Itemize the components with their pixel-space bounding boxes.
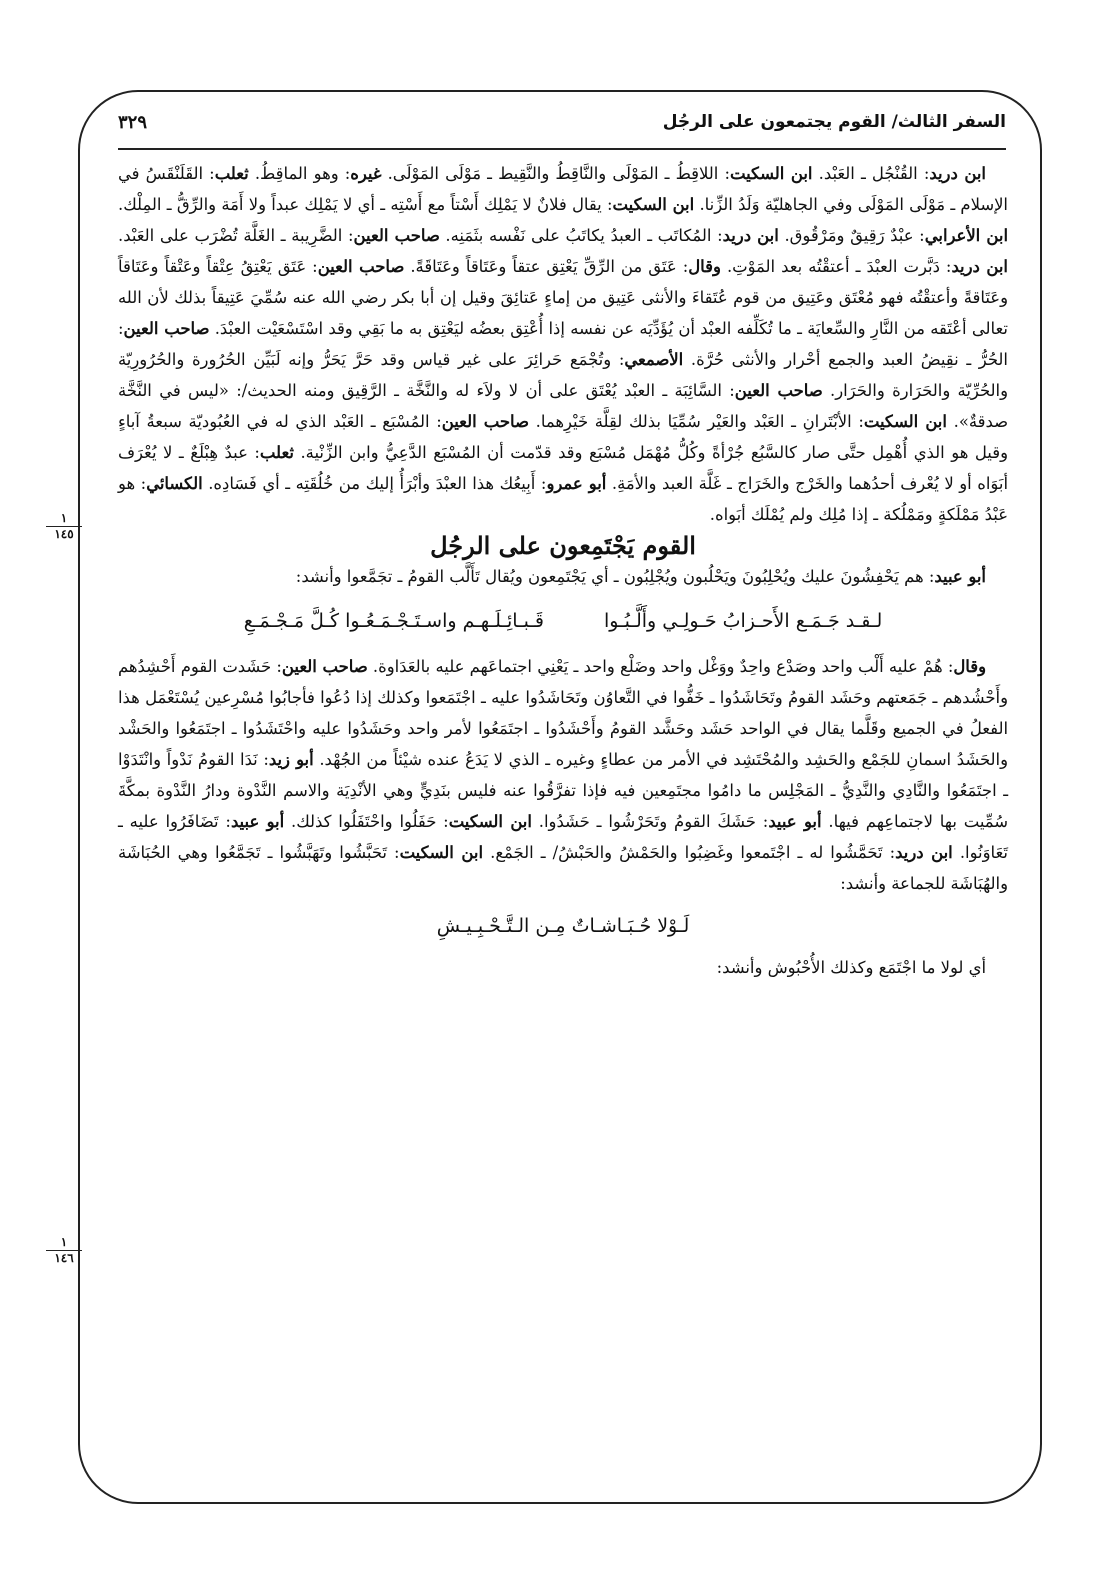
author-name: ثعلب [259,443,294,462]
author-name: ابن دريد [951,257,1008,276]
author-name: ابن السكيت [863,412,947,431]
text-run: : عَتَق من الرِّقِّ يَعْتِق عتقاً وعَتَاقاً وعَتَاقَةً. [404,257,689,276]
author-name: ابن السكيت [448,812,532,831]
verse-1-hemistich-1: لـقـد جَـمَـع الأَحـزابُ حَـولِـي وأَلَّـبُـوا [604,610,883,632]
text-run: : السَّائِبَة ـ العبْد يُعْتَق على أن لا ولاَء له والنَّخَّة ـ الرَّقِيق ومنه الحديث/: «ليس في النَّخَّة صدقةٌ». [118,381,1009,431]
text-run: : هُمْ عليه أَلْب واحد وصَدْع واحِدٌ ووَغْل واحد وضَلْع واحد ـ يَعْنِي اجتماعَهم عليه بالعَدَاوة. [367,657,954,676]
text-run: : عَتَق يَعْتِقُ عِتْقاً وعَتْقاً وعَتَاقاً وعَتَاقةً وأعتقْتُه فهو مُعْتَق وعَتِيق من قوم عُتَقاءَ والأنثى عَتِيق من إماءٍ عَتائِقَ وقيل إن أبا بكر رضي الله عنه سُمِّيَ عَتِيقاً بذلك لأن الله تعالى أعْتَقه من النَّارِ والسِّعايَة ـ ما تُكَلِّفه العبْد أن يُؤَدِّيَه عن نفسه إذا أُعْتِق بعضُه ليَعْتِق به ما بَقِي وقد اسْتَسْعَيْت العبْدَ. [118,257,1008,338]
author-name: ابن دريد [722,226,779,245]
author-name: صاحب العين [353,226,440,245]
section-title: القوم يَجْتَمِعون على الرجُل [430,531,696,560]
text-run: : أَبِيعُك هذا العبْدَ وأبْرَأُ إليك من خُلُقَتِه ـ أي فَسَادِه. [202,474,547,493]
author-name: الكسائي [146,474,203,493]
text-run: : حَشَكَ القومُ وتَحَرْشُوا ـ حَشَدُوا. [531,812,769,831]
text-run: : الأبْتَرانِ ـ العَبْد والعَيْر سُمِّيَا بذلك لقِلَّة خَيْرِهما. [528,412,864,431]
author-name: ابن الأعرابي [924,226,1008,245]
author-name: صاحب العين [441,412,529,431]
author-name: أبو عمرو [546,474,607,493]
margin-marker-146: ١ ١٤٦ [46,1236,82,1265]
author-name: غيره [350,164,382,183]
author-name: ابن دريد [895,843,953,862]
author-name: ابن السكيت [612,195,695,214]
verse-1 [118,606,1008,637]
text-run: : القُنْجُل ـ العَبْد. [812,164,930,183]
text-run: : هم يَحْفِشُونَ عليك ويُحْلِبُونَ ويَحْلُبون ويُجْلِبُون ـ أي يَجْتَمِعون ويُقال تَأَلَّب القومُ ـ تجَمَّعوا وأنشد: [295,567,935,586]
text-run: : تَحَبَّشُوا وتَهَبَّشُوا ـ تَجَمَّعُوا وهي الحُبَاشَة والهُبَاشَة للجماعة وأنشد: [118,843,1008,893]
text-run: : يقال فلانٌ لا يَمْلِك أَسْتاً مع أَسْتِه ـ أي لا يَمْلِك عبداً ولا أَمَة والرِّقُّ ـ المِلْك. [118,195,613,214]
text-run: : الحُرُّ ـ نقِيضُ العبد والجمع أحْرار والأنثى حُرَّة. [118,319,1008,369]
verse-2: لَـوْلا حُـبَـاشـاتٌ مِـن الـتَّـحْـبِـيـشِ [436,915,690,937]
author-name: أبو عبيد [934,567,986,586]
text-run: : هو عَبْدُ مَمْلَكةٍ ومَمْلُكة ـ إذا مُلِك ولم يُمْلَك أبَواه. [118,474,1008,524]
header-rule [118,148,1006,150]
text-run: : تَحَمَّشُوا له ـ اجْتَمعوا وغَضِبُوا والحَمْشُ والحَبْشُ/ ـ الجَمْع. [483,843,896,862]
author-name: وقال [688,257,721,276]
author-name: ابن دريد [929,164,986,183]
page-header [118,102,1006,142]
paragraph-abu-ubaid [118,561,1008,592]
page-number: ٣٢٩ [118,112,148,133]
author-name: ثعلب [214,164,249,183]
author-name: الأصمعي [624,350,684,369]
text-run: : عبْدٌ رَقِيقٌ ومَرْقُوق. [778,226,925,245]
author-name: صاحب العين [281,657,368,676]
text-run: : دَبَّرت العبْدَ ـ أعتقْتُه بعد المَوْتِ. [720,257,952,276]
author-name: أبو عبيد [230,812,285,831]
author-name: أبو عبيد [768,812,822,831]
text-run: : وتُجْمَع حَرائِرَ على غير قياس وقد حَرَّ يَحَرُّ وإنه لَبَيِّن الحُرُورة والحُرُورِيّة والحُرِّيّة والحَرَارة والحَرَار. [118,350,1008,400]
text-run: : المُسْبَع ـ العَبْد الذي له في العُبُوديّة سبعةُ آباءٍ وقيل هو الذي أُهْمِل حتَّى صار كالسَّبُع جُرْأةً وكُلُّ مُهْمَل مُسْبَع وقد قدّمت أن المُسْبَع الدَّعِيُّ وابن الزِّنْية. [118,412,1008,462]
author-name: أبو زيد [268,750,314,769]
text-run: : المُكاتَب ـ العبدُ يكاتَبُ على نَفْسه بثَمَنِه. [439,226,723,245]
paragraph-closing: أي لولا ما اجْتَمَع وكذلك الأُحْبُوش وأنشد: [716,958,986,977]
author-name: صاحب العين [317,257,405,276]
text-run: : تَضَافَرُوا عليه ـ تَعَاوَنُوا. [118,812,1008,862]
margin-marker-145: ١ ١٤٥ [46,512,82,541]
author-name: ابن السكيت [399,843,484,862]
text-run: : القَلَنْقَسُ في الإسلام ـ مَوْلَى المَوْلَى وفي الجاهليّة وَلَدُ الزِّنا. [118,164,1008,214]
running-title: السفر الثالث/ القوم يجتمعون على الرجُل [662,112,1006,132]
author-name: صاحب العين [123,319,210,338]
text-run: : حَشَدت القوم أَحْشِدُهم وأَحْشُدهم ـ جَمَعتهم وحَشَد القومُ وتَحَاشَدُوا ـ خَفُّوا في التَّعاوُن وتَحَاشَدُوا عليه ـ اجْتَمَعوا وكذلك إذا دُعُوا فأجابُوا مُسْرِعين يُسْتَعْمَل هذا الفعلُ في الجميع وقَلَّما يقال في الواحد حَشَد وحَشَّد القومُ وأَحْشَدُوا ـ اجتَمَعُوا لأمر واحد وحَشَدُوا عليه واحْتَشَدُوا ـ اجتَمَعُوا والحَشْد والحَشَدُ اسمانِ للجَمْع والحَشِد والمُحْتَشِد في الأمر من عطاءٍ وغيره ـ الذي لا يَدَعُ عنده شيْئاً من الجُهْد. [118,657,1008,769]
paragraph-slaves [118,158,1008,530]
text-run: : اللاقِطُ ـ المَوْلَى والنَّاقِطُ والنَّقِيط ـ مَوْلَى المَوْلَى. [381,164,730,183]
text-run: : الضَّرِيبة ـ الغَلَّة تُضْرَب على العَبْد. [118,226,354,245]
paragraph-gathering [118,651,1008,899]
author-name: صاحب العين [734,381,823,400]
page-body [118,158,1008,983]
author-name: وقال [953,657,986,676]
text-run: : حَفَلُوا واحْتَفَلُوا كذلك. [284,812,449,831]
author-name: ابن السكيت [729,164,813,183]
verse-1-hemistich-2: قَـبـائِـلَـهـم واسـتَـجْـمَـعُـوا كُـلَّ مَـجْـمَـعِ [243,610,544,632]
text-run: : وهو الماقِطُ. [248,164,351,183]
text-run: : نَدَا القومُ نَدْواً وانْتَدَوْا ـ اجتَمَعُوا والنَّادِي والنَّدِيُّ ـ المَجْلِس ما دامُوا مجتَمِعين فيه فإذا تفرَّقُوا عنه فليس بنَدِيٍّ وهي الأنْدِيَة والاسم النَّدْوة ودارُ النَّدْوة بمكَّةَ سُمِّيت بها لاجتماعِهم فيها. [118,750,1008,831]
text-run: : عبدٌ هِبْلَعٌ ـ لا يُعْرَف أبَوَاه أو لا يُعْرف أحدُهما والخَرْج والخَرَاج ـ غَلَّة العبد والأمَةِ. [118,443,1008,493]
